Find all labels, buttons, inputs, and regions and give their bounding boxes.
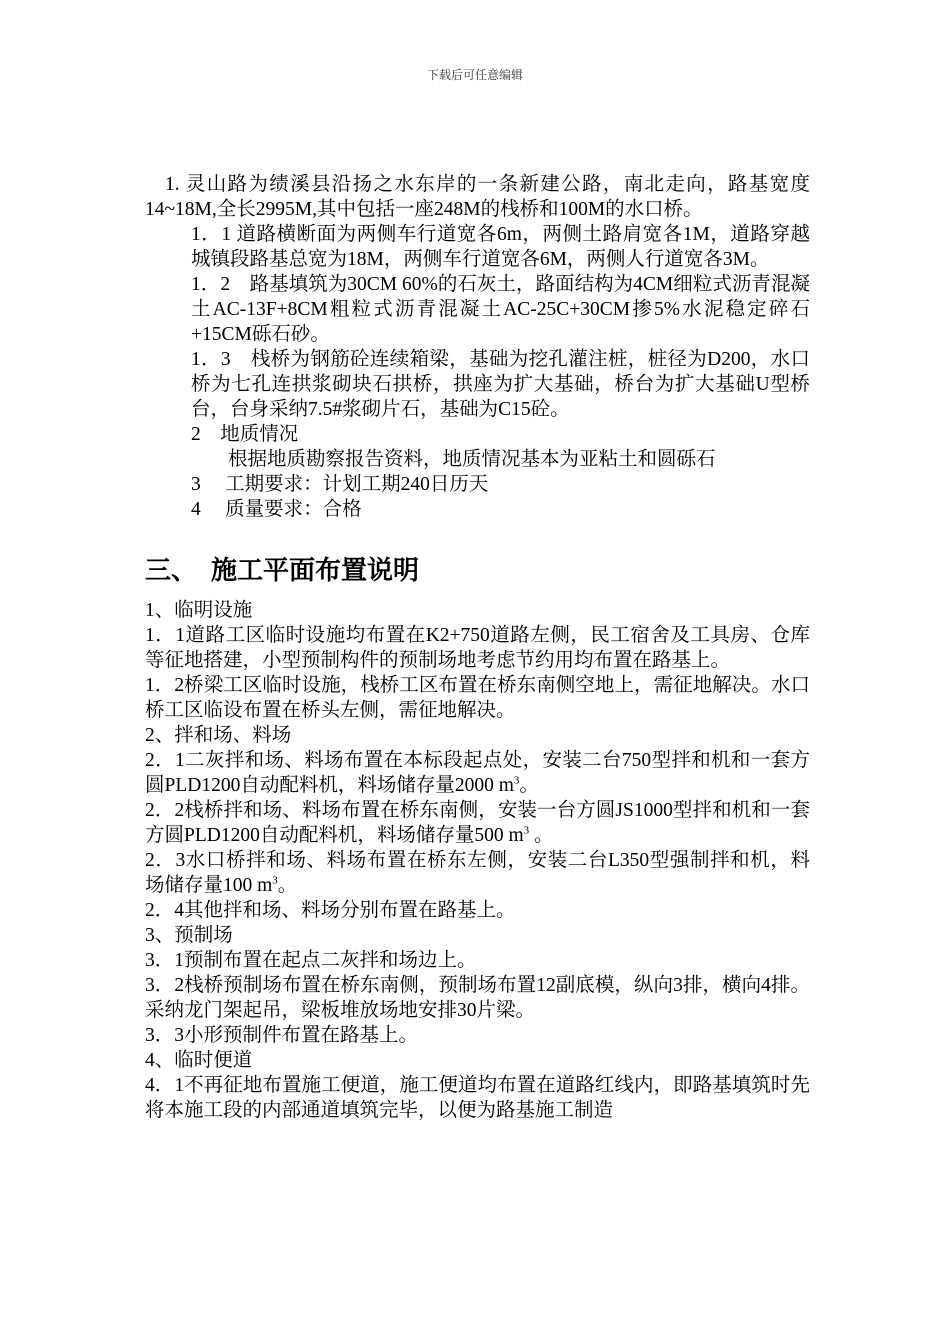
mixing-plant-shuikou: 2．3水口桥拌和场、料场布置在桥东左侧，安装二台L350型强制拌和机，料场储存量100 $m^3$。	[145, 850, 810, 896]
cube-superscript: 3	[523, 824, 530, 837]
section-title: 施工平面布置说明	[211, 556, 420, 586]
mixing-plant-heading: 2、拌和场、料场	[145, 725, 292, 746]
temp-road-heading: 4、临时便道	[145, 1050, 253, 1071]
schedule-paragraph: 3 工期要求：计划工期240日历天	[191, 474, 489, 495]
temp-road-body: 4．1不再征地布置施工便道，施工便道均布置在道路红线内，即路基填筑时先将本施工段的内部通道填筑完毕，以便为路基施工制造	[145, 1075, 810, 1121]
precast-yard-small: 3．3小形预制件布置在路基上。	[145, 1025, 419, 1046]
precast-yard-heading: 3、预制场	[145, 925, 233, 946]
cube-superscript: 3	[272, 874, 278, 887]
page-header: 下载后可任意编辑	[426, 68, 523, 82]
section-number: 三、	[145, 556, 198, 586]
document-body	[145, 172, 810, 1123]
precast-yard-trestle: 3．2栈桥预制场布置在桥东南侧，预制场布置12副底模，纵向3排，横向4排。采纳龙门架起吊，梁板堆放场地安排30片梁。	[145, 975, 810, 1021]
temp-facilities-road: 1．1道路工区临时设施均布置在K2+750道路左侧，民工宿舍及工具房、仓库等征地搭建，小型预制构件的预制场地考虑节约用均布置在路基上。	[145, 625, 810, 671]
subgrade-paragraph: 1．2 路基填筑为30CM 60%的石灰土，路面结构为4CM细粒式沥青混凝土AC-13F+8CM粗粒式沥青混凝土AC-25C+30CM掺5%水泥稳定碎石+15CM砾石砂。	[191, 274, 810, 345]
geology-body: 根据地质勘察报告资料，地质情况基本为亚粘土和圆砾石	[228, 449, 716, 470]
cross-section-paragraph: 1．1 道路横断面为两侧车行道宽各6m，两侧土路肩宽各1M，道路穿越城镇段路基总宽为18M，两侧车行道宽各6M，两侧人行道宽各3M。	[191, 224, 810, 270]
mixing-plant-trestle: 2．2栈桥拌和场、料场布置在桥东南侧，安装一台方圆JS1000型拌和机和一套方圆PLD1200自动配料机，料场储存量500 $m^3$ 。	[145, 800, 810, 846]
cube-superscript: 3	[513, 774, 520, 787]
precast-yard-start: 3．1预制布置在起点二灰拌和场边上。	[145, 950, 477, 971]
mixing-plant-start: 2．1二灰拌和场、料场布置在本标段起点处，安装二台750型拌和机和一套方圆PLD1200自动配料机，料场储存量2000 $m^3$。	[145, 750, 810, 796]
temp-facilities-bridge: 1．2桥梁工区临时设施，栈桥工区布置在桥东南侧空地上，需征地解决。水口桥工区临设布置在桥头左侧，需征地解决。	[145, 675, 810, 721]
temp-facilities-heading: 1、临明设施	[145, 600, 253, 621]
section-heading	[145, 554, 810, 588]
geology-heading: 2 地质情况	[191, 424, 299, 445]
quality-paragraph: 4 质量要求：合格	[191, 499, 362, 520]
overview-paragraph: 1. 灵山路为绩溪县沿扬之水东岸的一条新建公路，南北走向，路基宽度14~18M,全长2995M,其中包括一座248M的栈桥和100M的水口桥。	[145, 174, 810, 220]
mixing-plant-other: 2．4其他拌和场、料场分别布置在路基上。	[145, 900, 516, 921]
bridge-paragraph: 1．3 栈桥为钢筋砼连续箱梁，基础为挖孔灌注桩，桩径为D200，水口桥为七孔连拱浆砌块石拱桥，拱座为扩大基础，桥台为扩大基础U型桥台，台身采纳7.5#浆砌片石，基础为C15砼。	[191, 349, 810, 420]
